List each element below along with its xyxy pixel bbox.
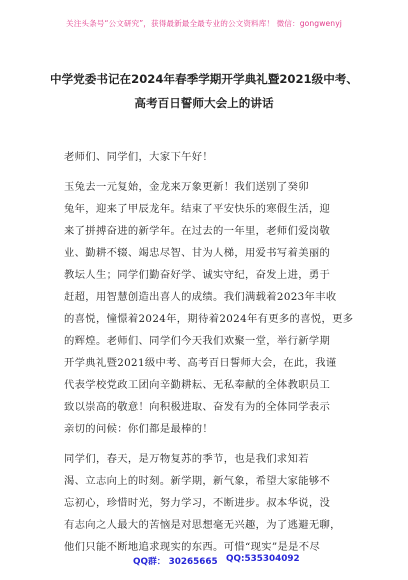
body-line: 忘初心，珍惜时光，努力学习，不断进步。叔本华说，没 <box>64 497 331 509</box>
body-line: 来了拼搏奋进的新学年。在过去的一年里，老师们爱岗敬 <box>64 225 331 237</box>
body-line: 亲切的问候：你们都是最棒的！ <box>64 423 214 435</box>
body-line: 赶超，用智慧创造出喜人的成绩。我们满载着2023年丰收 <box>64 291 337 303</box>
body-line: 玉兔去一元复始，金龙来万象更新！我们送别了癸卯 <box>64 181 309 193</box>
body-line: 兔年，迎来了甲辰龙年。结束了平安快乐的寒假生活，迎 <box>64 203 331 215</box>
document-title-line2: 高考百日誓师大会上的讲话 <box>134 96 274 110</box>
header-banner[interactable]: 关注头条号“公文研究”，获得最新最全最专业的公文资料库！ 微信：gongwenyj <box>66 19 342 28</box>
body-line: 他们只能不断地追求现实的东西。可惜“现实”是是不尽 <box>64 541 321 553</box>
footer-qq-group: QQ群： 30265665 <box>133 557 218 567</box>
footer-qq-contact: QQ:535304092 <box>226 554 300 564</box>
body-line: 的喜悦，憧憬着2024年，期待着2024年有更多的喜悦，更多 <box>64 313 354 325</box>
body-line: 的辉煌。老师们、同学们今天我们欢聚一堂，举行新学期 <box>64 335 331 347</box>
body-line: 致以崇高的敬意！向积极进取、奋发有为的全体同学表示 <box>64 401 331 413</box>
body-line: 开学典礼暨2021级中考、高考百日誓师大会，在此，我谨 <box>64 357 337 369</box>
body-line: 代表学校党政工团向辛勤耕耘、无私奉献的全体教职员工 <box>64 379 331 391</box>
document-title-line1: 中学党委书记在2024年春季学期开学典礼暨2021级中考、 <box>49 72 358 86</box>
body-line: 业、勤耕不辍、竭忠尽智、甘为人梯，用爱书写着美丽的 <box>64 247 331 259</box>
body-line: 渴、立志向上的时刻。新学期，新气象，希望大家能够不 <box>64 475 331 487</box>
body-line: 同学们，春天，是万物复苏的季节，也是我们求知若 <box>64 453 309 465</box>
body-line: 教坛人生；同学们勤奋好学、诚实守纪，奋发上进，勇于 <box>64 269 331 281</box>
body-line: 有志向之人最大的苦恼是对思想毫无兴趣，为了逃避无聊， <box>64 519 341 531</box>
greeting-line: 老师们、同学们，大家下午好！ <box>64 151 214 163</box>
